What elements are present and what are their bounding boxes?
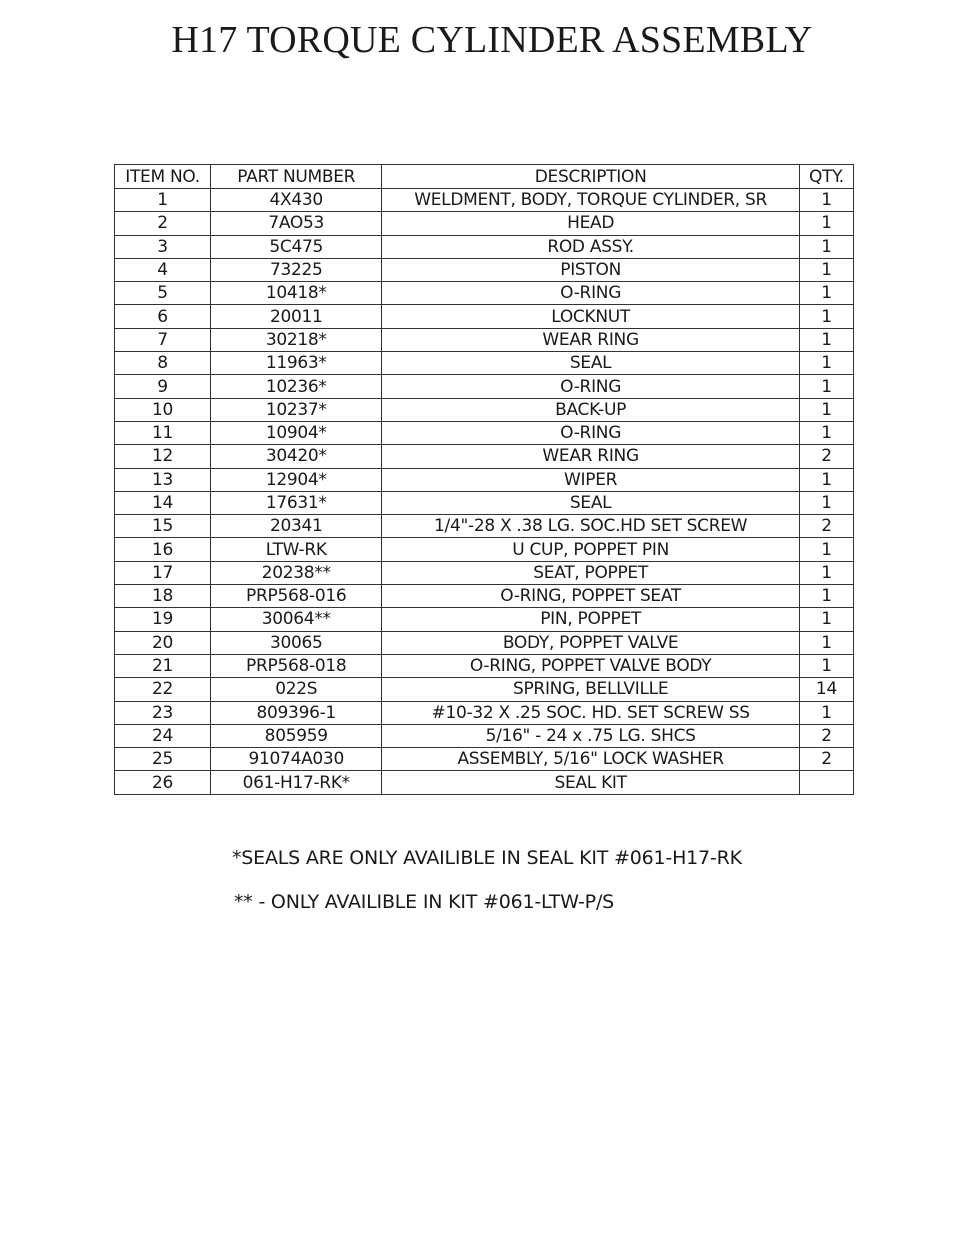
qty-cell: 2 (799, 445, 853, 468)
part-number-cell: 30420* (211, 445, 382, 468)
qty-cell: 2 (799, 515, 853, 538)
table-row (115, 258, 854, 281)
table-row (115, 468, 854, 491)
part-number-cell: 11963* (211, 352, 382, 375)
kit-note: ** - ONLY AVAILIBLE IN KIT #061-LTW-P/S (234, 891, 615, 913)
part-number-cell: 4X430 (211, 189, 382, 212)
qty-cell: 1 (799, 189, 853, 212)
table-header-row (115, 165, 854, 189)
qty-cell: 1 (799, 282, 853, 305)
description-cell: BODY, POPPET VALVE (382, 631, 800, 654)
item-no-cell: 6 (115, 305, 211, 328)
description-cell: O-RING (382, 421, 800, 444)
item-no-cell: 24 (115, 724, 211, 747)
table-row (115, 585, 854, 608)
table-row (115, 189, 854, 212)
item-no-cell: 1 (115, 189, 211, 212)
table-row (115, 771, 854, 794)
description-cell: SEAT, POPPET (382, 561, 800, 584)
part-number-cell: 17631* (211, 491, 382, 514)
part-number-cell: 20341 (211, 515, 382, 538)
qty-cell: 1 (799, 421, 853, 444)
table-row (115, 235, 854, 258)
description-cell: U CUP, POPPET PIN (382, 538, 800, 561)
item-no-cell: 5 (115, 282, 211, 305)
parts-table (114, 164, 854, 795)
part-number-cell: PRP568-018 (211, 654, 382, 677)
qty-cell (799, 771, 853, 794)
item-no-cell: 21 (115, 654, 211, 677)
header-qty: QTY. (799, 165, 853, 189)
part-number-cell: PRP568-016 (211, 585, 382, 608)
item-no-cell: 25 (115, 748, 211, 771)
description-cell: HEAD (382, 212, 800, 235)
item-no-cell: 20 (115, 631, 211, 654)
table-row (115, 701, 854, 724)
qty-cell: 1 (799, 491, 853, 514)
item-no-cell: 9 (115, 375, 211, 398)
item-no-cell: 7 (115, 328, 211, 351)
qty-cell: 1 (799, 631, 853, 654)
table-row (115, 654, 854, 677)
qty-cell: 2 (799, 724, 853, 747)
table-row (115, 631, 854, 654)
table-row (115, 305, 854, 328)
part-number-cell: 7AO53 (211, 212, 382, 235)
part-number-cell: 061-H17-RK* (211, 771, 382, 794)
description-cell: WELDMENT, BODY, TORQUE CYLINDER, SR (382, 189, 800, 212)
qty-cell: 1 (799, 328, 853, 351)
header-item-no: ITEM NO. (115, 165, 211, 189)
part-number-cell: 12904* (211, 468, 382, 491)
item-no-cell: 11 (115, 421, 211, 444)
page-title: H17 TORQUE CYLINDER ASSEMBLY (171, 19, 813, 61)
item-no-cell: 16 (115, 538, 211, 561)
description-cell: O-RING (382, 375, 800, 398)
description-cell: 5/16" - 24 x .75 LG. SHCS (382, 724, 800, 747)
part-number-cell: 10904* (211, 421, 382, 444)
header-part-number: PART NUMBER (211, 165, 382, 189)
item-no-cell: 14 (115, 491, 211, 514)
table-row (115, 748, 854, 771)
qty-cell: 1 (799, 654, 853, 677)
description-cell: SEAL (382, 491, 800, 514)
part-number-cell: 30064** (211, 608, 382, 631)
item-no-cell: 3 (115, 235, 211, 258)
part-number-cell: 10237* (211, 398, 382, 421)
part-number-cell: 73225 (211, 258, 382, 281)
table-row (115, 445, 854, 468)
description-cell: SPRING, BELLVILLE (382, 678, 800, 701)
item-no-cell: 19 (115, 608, 211, 631)
item-no-cell: 13 (115, 468, 211, 491)
description-cell: PISTON (382, 258, 800, 281)
table-row (115, 608, 854, 631)
qty-cell: 2 (799, 748, 853, 771)
qty-cell: 1 (799, 701, 853, 724)
item-no-cell: 18 (115, 585, 211, 608)
part-number-cell: 10418* (211, 282, 382, 305)
item-no-cell: 12 (115, 445, 211, 468)
qty-cell: 1 (799, 352, 853, 375)
description-cell: 1/4"-28 X .38 LG. SOC.HD SET SCREW (382, 515, 800, 538)
description-cell: ROD ASSY. (382, 235, 800, 258)
part-number-cell: 10236* (211, 375, 382, 398)
item-no-cell: 22 (115, 678, 211, 701)
description-cell: WEAR RING (382, 445, 800, 468)
qty-cell: 1 (799, 538, 853, 561)
table-row (115, 678, 854, 701)
description-cell: LOCKNUT (382, 305, 800, 328)
header-description: DESCRIPTION (382, 165, 800, 189)
part-number-cell: LTW-RK (211, 538, 382, 561)
description-cell: WEAR RING (382, 328, 800, 351)
qty-cell: 1 (799, 608, 853, 631)
description-cell: WIPER (382, 468, 800, 491)
parts-table-body (115, 189, 854, 795)
part-number-cell: 809396-1 (211, 701, 382, 724)
table-row (115, 491, 854, 514)
seal-kit-note: *SEALS ARE ONLY AVAILIBLE IN SEAL KIT #061-H17-RK (232, 847, 742, 869)
table-row (115, 398, 854, 421)
item-no-cell: 26 (115, 771, 211, 794)
description-cell: SEAL (382, 352, 800, 375)
qty-cell: 1 (799, 305, 853, 328)
table-row (115, 212, 854, 235)
description-cell: O-RING, POPPET VALVE BODY (382, 654, 800, 677)
qty-cell: 1 (799, 375, 853, 398)
qty-cell: 1 (799, 468, 853, 491)
description-cell: O-RING, POPPET SEAT (382, 585, 800, 608)
qty-cell: 1 (799, 235, 853, 258)
qty-cell: 1 (799, 561, 853, 584)
item-no-cell: 23 (115, 701, 211, 724)
item-no-cell: 8 (115, 352, 211, 375)
table-row (115, 421, 854, 444)
description-cell: #10-32 X .25 SOC. HD. SET SCREW SS (382, 701, 800, 724)
qty-cell: 14 (799, 678, 853, 701)
item-no-cell: 2 (115, 212, 211, 235)
qty-cell: 1 (799, 398, 853, 421)
table-row (115, 375, 854, 398)
table-row (115, 724, 854, 747)
part-number-cell: 30065 (211, 631, 382, 654)
part-number-cell: 805959 (211, 724, 382, 747)
item-no-cell: 10 (115, 398, 211, 421)
qty-cell: 1 (799, 258, 853, 281)
item-no-cell: 15 (115, 515, 211, 538)
table-row (115, 538, 854, 561)
part-number-cell: 91074A030 (211, 748, 382, 771)
part-number-cell: 20011 (211, 305, 382, 328)
qty-cell: 1 (799, 212, 853, 235)
description-cell: SEAL KIT (382, 771, 800, 794)
table-row (115, 352, 854, 375)
item-no-cell: 4 (115, 258, 211, 281)
part-number-cell: 20238** (211, 561, 382, 584)
description-cell: PIN, POPPET (382, 608, 800, 631)
table-row (115, 282, 854, 305)
table-row (115, 328, 854, 351)
table-row (115, 515, 854, 538)
description-cell: BACK-UP (382, 398, 800, 421)
table-row (115, 561, 854, 584)
part-number-cell: 5C475 (211, 235, 382, 258)
item-no-cell: 17 (115, 561, 211, 584)
description-cell: O-RING (382, 282, 800, 305)
qty-cell: 1 (799, 585, 853, 608)
description-cell: ASSEMBLY, 5/16" LOCK WASHER (382, 748, 800, 771)
part-number-cell: 022S (211, 678, 382, 701)
part-number-cell: 30218* (211, 328, 382, 351)
